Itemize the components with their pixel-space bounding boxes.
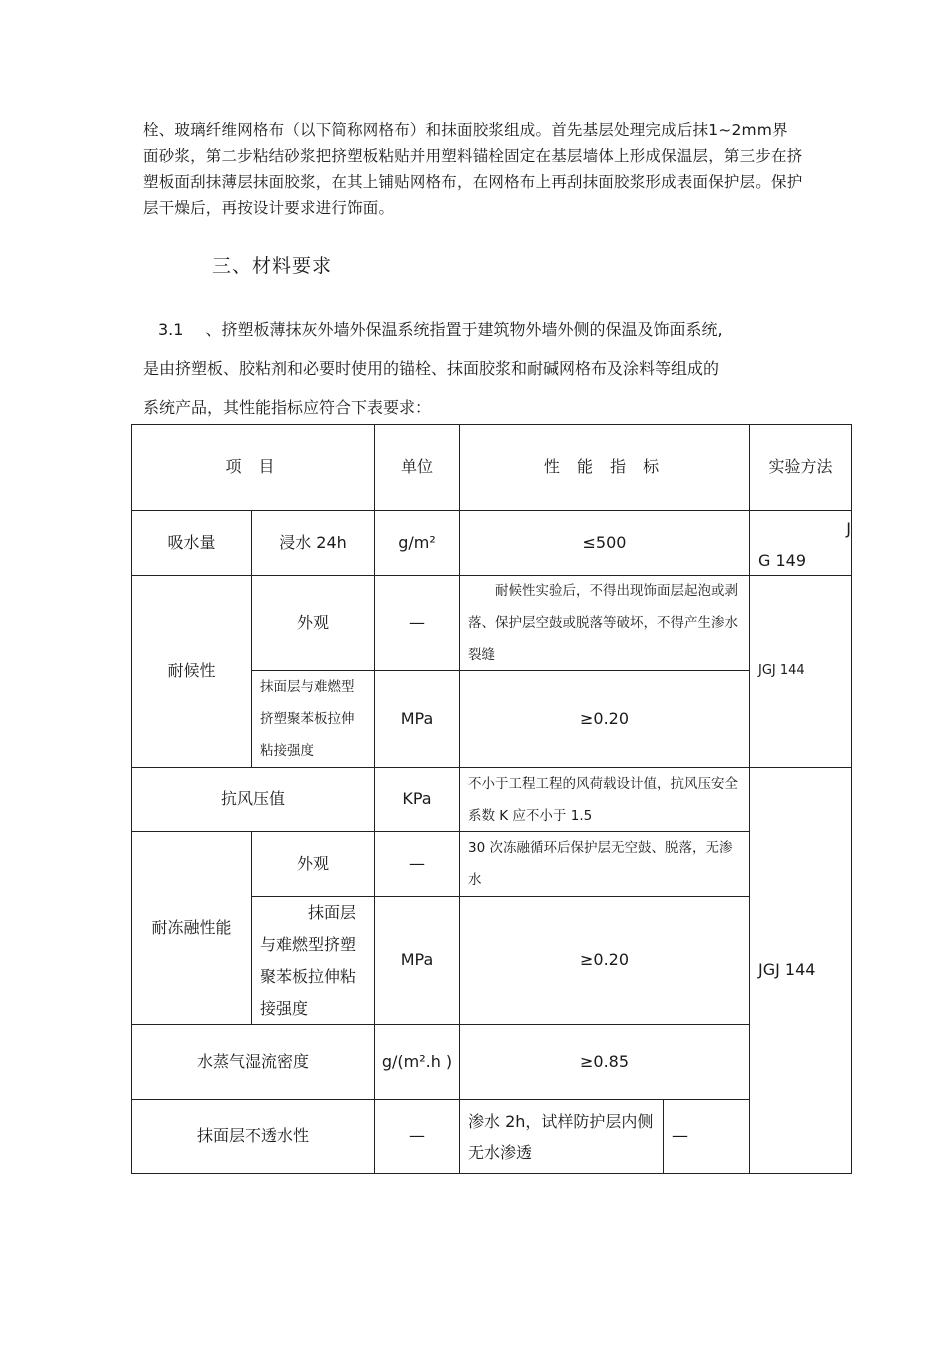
header-indicator: 性 能 指 标 xyxy=(459,424,750,511)
clause-line-3: 系统产品，其性能指标应符合下表要求： xyxy=(143,398,432,417)
impermeability-item: 抹面层不透水性 xyxy=(131,1099,375,1174)
impermeability-extra: — xyxy=(663,1099,750,1174)
header-method: 实验方法 xyxy=(749,424,852,511)
group-method: JGJ 144 xyxy=(749,767,852,1174)
method-j: J xyxy=(846,519,851,538)
clause-line-2: 是由挤塑板、胶粘剂和必要时使用的锚栓、抹面胶浆和耐碱网格布及涂料等组成的 xyxy=(143,359,720,378)
clause-text-1: 、挤塑板薄抹灰外墙外保温系统指置于建筑物外墙外侧的保温及饰面系统, xyxy=(205,320,723,339)
water-absorption-method xyxy=(749,510,852,576)
freeze-bond-sub: 抹面层与难燃型挤塑聚苯板拉伸粘接强度 xyxy=(251,896,375,1025)
wind-value: 不小于工程工程的风荷载设计值，抗风压安全系数 K 应不小于 1.5 xyxy=(459,767,750,832)
weather-appearance-sub: 外观 xyxy=(251,575,375,671)
weather-bond-value: ≥0.20 xyxy=(459,670,750,768)
vapor-item: 水蒸气湿流密度 xyxy=(131,1024,375,1100)
water-absorption-sub: 浸水 24h xyxy=(251,510,375,576)
freeze-appearance-value: 30 次冻融循环后保护层无空鼓、脱落，无渗水 xyxy=(459,831,750,897)
weather-item: 耐候性 xyxy=(131,575,252,768)
freeze-item: 耐冻融性能 xyxy=(131,831,252,1025)
method-rest: G 149 xyxy=(758,551,807,570)
header-item: 项 目 xyxy=(131,424,375,511)
wind-unit: KPa xyxy=(374,767,460,832)
wind-item: 抗风压值 xyxy=(131,767,375,832)
impermeability-value: 渗水 2h，试样防护层内侧无水渗透 xyxy=(459,1099,664,1174)
header-unit: 单位 xyxy=(374,424,460,511)
section-heading: 三、材料要求 xyxy=(212,255,333,277)
vapor-value: ≥0.85 xyxy=(459,1024,750,1100)
freeze-appearance-sub: 外观 xyxy=(251,831,375,897)
water-absorption-value: ≤500 xyxy=(459,510,750,576)
freeze-appearance-unit: — xyxy=(374,831,460,897)
weather-method: JGJ 144 xyxy=(749,575,852,768)
freeze-bond-unit: MPa xyxy=(374,896,460,1025)
intro-paragraph: 栓、玻璃纤维网格布（以下简称网格布）和抹面胶浆组成。首先基层处理完成后抹1~2mm界面砂浆，第二步粘结砂浆把挤塑板粘贴并用塑料锚栓固定在基层墙体上形成保温层，第三步在挤塑板面刮抹薄层抹面胶浆，在其上铺贴网格布，在网格布上再刮抹面胶浆形成表面保护层。保护层干燥后，再按设计要求进行饰面。 xyxy=(143,121,803,217)
impermeability-unit: — xyxy=(374,1099,460,1174)
water-absorption-item: 吸水量 xyxy=(131,510,252,576)
clause-number: 3.1 xyxy=(158,320,184,339)
clause-line-1 xyxy=(143,317,723,340)
freeze-bond-value: ≥0.20 xyxy=(459,896,750,1025)
weather-appearance-value: 耐候性实验后，不得出现饰面层起泡或剥落、保护层空鼓或脱落等破坏，不得产生渗水裂缝 xyxy=(459,575,750,671)
weather-bond-sub: 抹面层与难燃型挤塑聚苯板拉伸粘接强度 xyxy=(251,670,375,768)
vapor-unit: g/(m².h ) xyxy=(374,1024,460,1100)
water-absorption-unit: g/m² xyxy=(374,510,460,576)
weather-appearance-unit: — xyxy=(374,575,460,671)
weather-bond-unit: MPa xyxy=(374,670,460,768)
